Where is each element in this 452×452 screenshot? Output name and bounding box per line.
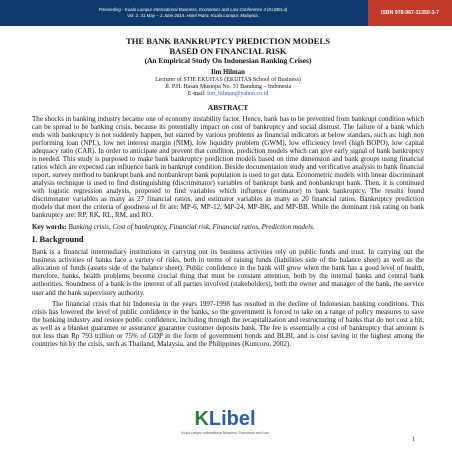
abstract-text: The shocks in banking industry became one of economy instability factor. Hence, bank has to be prevented from bankrupt condition which can be spread to be banking crisis, because its potentially impact on cost of bankruptcy and social distrust. The failure of a bank which ends with bankruptcy is not suddenly happen, but started by various problems as financial indicators at below standars, such as: high non performing loan (NPL), low net interest margin (NIM), low liquidity problem (GWM), low efficiency level (high BOPO), low capital adequacy ratio (CAR). In order to anticipate and prevent that condition, prediction models which can give early signal of bank bankruptcy is needed. This study is purposed to make bank bankruptcy prediction models based on time dimension and bank groups using financial ratios which are expected can influence bank in bankrupt condition. Beside documentation study and verificative analysis to bank financial report, survey method to bankrupt bank and nonbankrupt bank population is used to get data. Econometric models with linear discriminant analysis technique is used to find distinguishing (discriminator) variables of bankrupt bank and nonbankrupt bank. Then, it is continued with logistic regression analysis, proposed to find variables which influence (estimator) to bank bankruptcy. The results found discriminator variables as many as 27 financial ratios, and estimator variables as many as 20 financial ratios. Bankruptcy prediction models that meet the criteria of goodness of fit are: MP-6, MP-12, MP-24, MP-BK, and MP-BB. While the dominant risk rating on bank bankruptcy are: RP, RK, RL, RM, and RO. [32,114,424,220]
author-email-link[interactable]: iim_hilman@yahoo.co.id [207,91,269,98]
paper-body [32,36,424,348]
keywords-text: Banking crisis, Cost of bankruptcy, Financial risk, Financial ratios, Prediction models. [68,223,315,232]
affiliation-line-1: Lecturer of STIE EKUITAS (EKUITAS School of Business) [155,77,301,83]
author-email-line [32,91,424,98]
paper-title-line-1: THE BANK BANKRUPTCY PREDICTION MODELS [125,36,331,46]
logo-tagline: Kuala Lumpur International Business, Economics and Law [181,431,269,435]
email-label: E-mail: [187,91,208,98]
keywords [32,223,424,231]
proceedings-line-2: Vol. 2. 31 May – 1 June 2014. Hotel Putra, Kuala Lumpur, Malaysia. [127,13,259,18]
author-name: Iim Hilman [211,69,245,76]
section-heading-background: I. Background [32,235,84,245]
proceedings-line-1: Proceeding - Kuala Lumpur International Business, Economics and Law Conference 4 (KLIBEL4) [98,7,288,12]
paper-title-line-2: BASED ON FINANCIAL RISK [169,46,287,56]
conference-header [0,0,452,26]
logo-k: K [194,407,209,430]
klibel-logo [180,406,270,432]
affiliation-line-2: Jl. P.H. Hasan Mustopa No. 31 Bandung – Indonesia [164,84,292,91]
paper-subtitle: (An Empirical Study On Indonesian Banking Crises) [144,56,312,65]
keywords-label: Key words: [32,223,67,232]
background-paragraph-1: Bank is a financial intermediary institutions in carrying out its business activities rely on public funds and trust. In carrying out the business activities of banks face a variety of risks, both in terms of raising funds (liabilities side of the balance sheet) as well as the allocation of funds (assets side of the balance sheet). Public confidence in the bank will grow when the bank has a good level of health, therefore, banks, health problems become crucial thing that must be constant attention, both by the internal banks and central bank authorities. Soundness of a bank is the interest of all parties involved (stakeholders), both the owner and manager of the bank, the service user and the bank supervisory authority. [32,248,424,297]
background-paragraph-2: The financial crisis that hit Indonesia in the years 1997-1998 has resulted in the decline of Indonesian banking conditions. This crisis has lowered the level of public confidence in the banks, so the government is forced to take on a range of policy measures to save the banking industry and restore public confidence, including through the recapitalization and restructuring of banks that do not cost a bit, as well as a blanket guarantee or assurance guarantee customer deposits bank. The fee is essentially a cost of bankruptcy that amount is not less than Rp 793 trillion or 75% of GDP in the form of government bonds and BLBI, and is cost saving in the highest among the countries hit by the crisis, such as Thailand, Malaysia, and the Philippines (Kuncoro, 2002). [32,299,424,348]
isbn-badge: ISBN 978-967-11350-3-7 [368,0,452,26]
page-number: 1 [412,436,416,443]
proceedings-info [0,7,368,19]
logo-text: Libel [208,407,256,430]
abstract-heading: ABSTRACT [207,102,249,112]
